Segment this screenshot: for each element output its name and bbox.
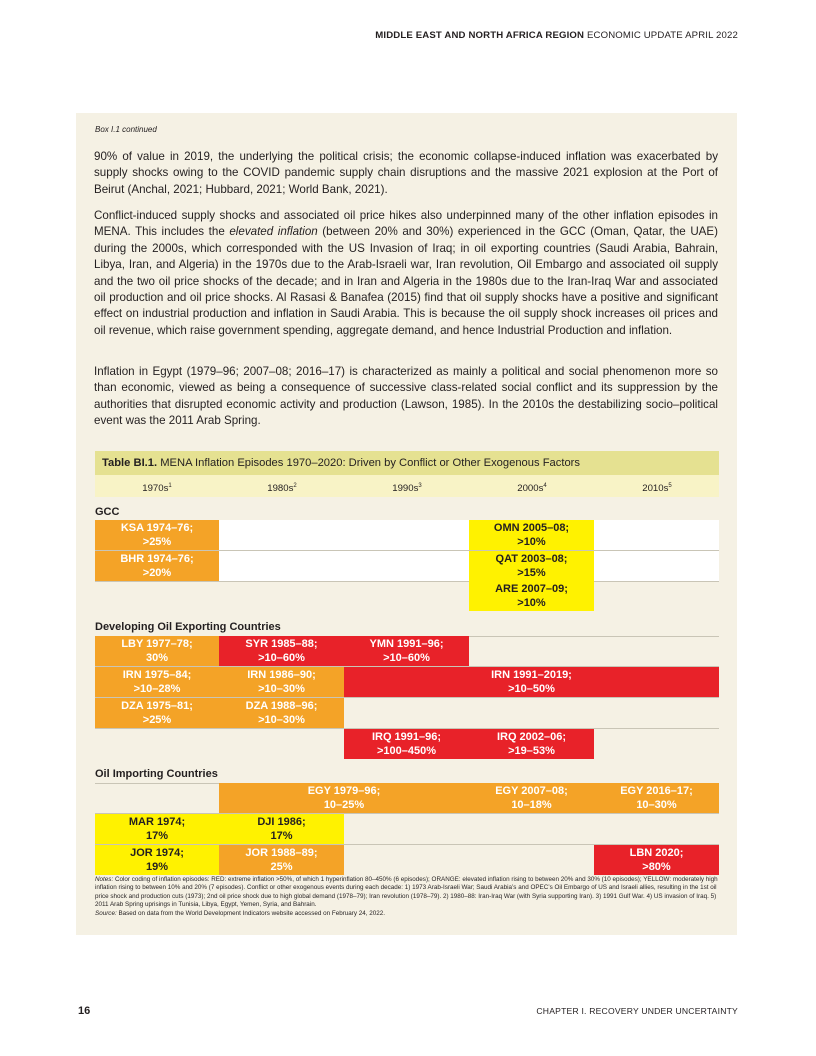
table-cell-empty bbox=[219, 520, 469, 550]
header-title: ECONOMIC UPDATE APRIL 2022 bbox=[586, 30, 738, 41]
table-title bbox=[95, 451, 719, 475]
source-label: Source: bbox=[95, 909, 117, 917]
decade-2000s: $2000s^4$ bbox=[517, 483, 547, 494]
decade-2010s: $2010s^5$ bbox=[642, 483, 672, 494]
table-cell: EGY 2016–17; 10–30% bbox=[594, 783, 719, 813]
chapter-footer: CHAPTER I. RECOVERY UNDER UNCERTAINTY bbox=[536, 1006, 738, 1016]
table-cell: YMN 1991–96; >10–60% bbox=[344, 636, 469, 666]
table-cell-empty bbox=[594, 520, 719, 550]
table-title-text: MENA Inflation Episodes 1970–2020: Driven by Conflict or Other Exogenous Factors bbox=[160, 457, 580, 469]
decade-1980s: $1980s^2$ bbox=[267, 483, 297, 494]
paragraph-2 bbox=[94, 208, 718, 339]
table-cell: OMN 2005–08; >10% bbox=[469, 520, 594, 550]
decade-1990s: $1990s^3$ bbox=[392, 483, 422, 494]
table-label: Table BI.1. bbox=[102, 457, 158, 469]
table-cell: KSA 1974–76; >25% bbox=[95, 520, 219, 550]
table-cell: LBY 1977–78; 30% bbox=[95, 636, 219, 666]
section-oil-importing: Oil Importing Countries bbox=[95, 768, 218, 780]
decade-header bbox=[95, 475, 719, 497]
paragraph-1: 90% of value in 2019, the underlying the political crisis; the economic collapse-induced inflation was exacerbated by supply shocks owing to the COVID pandemic supply chain disruptions and the massive 2021 explosion at the Port of Beirut (Anchal, 2021; Hubbard, 2021; World Bank, 2021). bbox=[94, 150, 718, 196]
row-divider bbox=[95, 581, 719, 582]
table-cell: IRN 1975–84; >10–28% bbox=[95, 667, 219, 697]
notes-label: Notes: bbox=[95, 876, 114, 883]
table-cell: LBN 2020; >80% bbox=[594, 845, 719, 875]
paragraph-2-part-a: Conflict-induced supply shocks and associated oil price hikes also underpinned many of the other inflation episodes in MENA. This includes the bbox=[94, 209, 718, 239]
table-cell: JOR 1988–89; 25% bbox=[219, 845, 344, 875]
table-cell: MAR 1974; 17% bbox=[95, 814, 219, 844]
paragraph-3: Inflation in Egypt (1979–96; 2007–08; 2016–17) is characterized as mainly a political and social phenomenon more so than economic, viewed as being a consequence of successive class-related social conflict and its suppression by the authorities that disrupted economic activity and production (Lawson, 1985). In the 2010s the destabilizing socio–political event was the 2011 Arab Spring. bbox=[94, 365, 718, 428]
table-cell: EGY 2007–08; 10–18% bbox=[469, 783, 594, 813]
box-label: Box I.1 continued bbox=[95, 125, 157, 134]
table-cell: IRQ 2002–06; >19–53% bbox=[469, 729, 594, 759]
running-header bbox=[375, 30, 738, 41]
paragraph-2-emphasis: elevated inflation bbox=[229, 225, 318, 239]
table-cell-empty bbox=[594, 551, 719, 581]
decade-1970s: $1970s^1$ bbox=[142, 483, 172, 494]
table-cell: EGY 1979–96; 10–25% bbox=[219, 783, 469, 813]
source-text: Based on data from the World Development Indicators website accessed on February 24, 2022. bbox=[116, 909, 386, 917]
table-cell: DZA 1975–81; >25% bbox=[95, 698, 219, 728]
table-cell-empty bbox=[219, 551, 469, 581]
table-cell: DJI 1986; 17% bbox=[219, 814, 344, 844]
table-cell: BHR 1974–76; >20% bbox=[95, 551, 219, 581]
page-number: 16 bbox=[78, 1005, 91, 1017]
section-gcc: GCC bbox=[95, 506, 120, 518]
table-cell: IRN 1986–90; >10–30% bbox=[219, 667, 344, 697]
table-cell: JOR 1974; 19% bbox=[95, 845, 219, 875]
table-cell: QAT 2003–08; >15% bbox=[469, 551, 594, 581]
section-oil-exporting: Developing Oil Exporting Countries bbox=[95, 621, 281, 633]
source-line bbox=[95, 910, 719, 918]
box-panel bbox=[76, 113, 737, 935]
table-cell: DZA 1988–96; >10–30% bbox=[219, 698, 344, 728]
table-notes bbox=[95, 876, 719, 918]
table-cell: SYR 1985–88; >10–60% bbox=[219, 636, 344, 666]
header-region: MIDDLE EAST AND NORTH AFRICA REGION bbox=[375, 30, 585, 41]
table-cell: IRN 1991–2019; >10–50% bbox=[344, 667, 719, 697]
notes-text: Color coding of inflation episodes: RED: extreme inflation >50%, of which 1 hyperinflation 80–450% (6 episodes); ORANGE: elevated inflation rising to between 20% and 30% (10 episodes); YELLOW: moderately high inflation rising to between 10% and 20% (7 episodes). Conflict or other exogenous events during each decade: 1) 1973 Arab-Israeli War; Saudi Arabia’s and OPEC’s Oil Embargo of US and Israeli allies, resulting in the 1st oil price shock and production cuts (1973); 2nd oil price shock due to high global demand (1978–79); Iran revolution (1978–79). 2) 1980–88: Iran-Iraq War (with Syria supporting Iran). 3) 1991 Gulf War. 4) US invasion of Iraq. 5) 2011 Arab Spring uprisings in Tunisia, Libya, Egypt, Yemen, Syria, and Bahrain. bbox=[95, 876, 718, 909]
notes-line bbox=[95, 876, 719, 910]
paragraph-2-part-b: (between 20% and 30%) experienced in the GCC (Oman, Qatar, the UAE) during the 2000s, which corresponded with the US Invasion of Iraq; in oil exporting countries (Saudi Arabia, Bahrain, Libya, Iran, and Algeria) in the 1970s due to the Arab-Israeli war, Iran revolution, Oil Embargo and associated oil supply and the two oil price shocks of the decade; and in Iran and Algeria in the 1980s due to the Iran-Iraq War and associated oil production and oil price shocks. Al Rasasi & Banafea (2015) find that oil supply shocks have a positive and significant effect on industrial production and inflation in Saudi Arabia. This is because the oil supply shock increases oil prices and oil revenue, which raise government spending, aggregate demand, and hence Industrial Production and inflation. bbox=[94, 225, 719, 337]
table-cell: ARE 2007–09; >10% bbox=[469, 581, 594, 611]
table-cell: IRQ 1991–96; >100–450% bbox=[344, 729, 469, 759]
